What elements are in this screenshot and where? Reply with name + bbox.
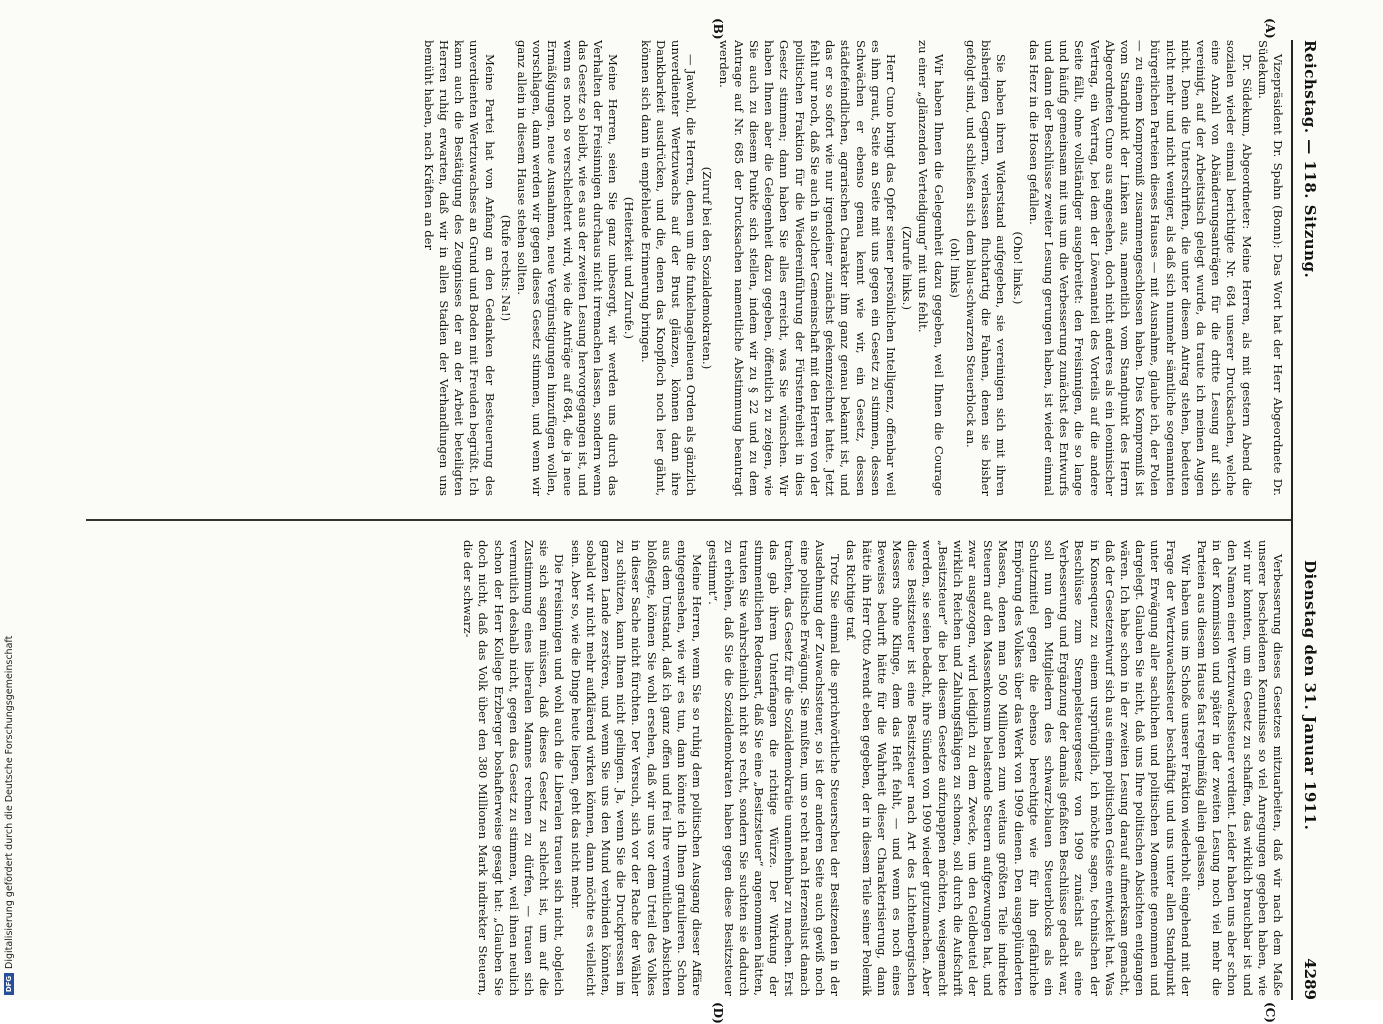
footer-text: Digitalisierung gefördert durch die Deutsche Forschungsgemeinschaft	[3, 635, 15, 969]
paragraph: Vizepräsident Dr. Spahn (Bonn): Das Wort hat der Herr Abgeordnete Dr. Südekum.	[1255, 40, 1285, 496]
paragraph: Wir haben Ihnen die Gelegenheit dazu gegeben, weil Ihnen die Courage zu einer „glänzenden Verteidigung“ mit uns fehlt.	[916, 40, 946, 496]
interjection: (oh! links)	[947, 238, 962, 298]
paragraph: Meine Herren, seien Sie ganz unbesorgt, wir werden uns durch das Verhalten der Freisinnigen durchaus nicht irremachen lassen, sondern wenn das Gesetz so bleibt, wie es aus der zweiten Lesung hervorgegangen ist, und wenn es noch so verschlechtert wird, wie die Anträge auf 684, die ja neue Ermäßigungen, neue Ausnahmen, neue Vergünstigungen hinzufügen wollen, vorschlagen, dann werden wir gegen dieses Gesetz stimmen, und wenn wir ganz allein in diesem Hause stehen sollten.	[515, 40, 621, 496]
interjection: (Heiterkeit und Zurufe.)	[622, 196, 637, 340]
paragraph: Verbesserung dieses Gesetzes mitzuarbeiten, daß wir nach dem Maße unserer bescheidenen Kenntnisse so viel Anregungen gegeben haben, wie wir nur konnten, um ein Gesetz zu schaffen, das wirklich brauchbar ist und den Namen einer Wertzuwachssteuer verdient. Leider haben uns aber schon in der Kommission und später in der zweiten Lesung noch viel mehr die Parteien aus diesem Hause fast regelmäßig allein gelassen.	[1194, 540, 1285, 996]
paragraph: Herr Cuno bringt das Opfer seiner persönlichen Intelligenz, offenbar weil es ihm graut, Seite an Seite mit uns gegen ein Gesetz zu stimmen, dessen Schwächen er ebenso genau kennt wie wir, ein Gesetz, dessen städtefeindlichen, agrarischen Charakter ihm ganz genau bekannt ist, und das er so sofort wie nur irgendeiner zunächst gekennzeichnet hatte. Jetzt fehlt nur noch, daß Sie auch in solcher Gemeinschaft mit den Herren von der politischen Fraktion für die Wiedereinführung der Fürstenfreiheit in dies Gesetz stimmen; dann haben Sie alles erreicht, was Sie wünschen. Wir haben Ihnen aber die Gelegenheit dazu gegeben, öffentlich zu zeigen, wie Sie auch zu diesem Punkte sich stellen, indem wir zu § 22 und zu dem Antrage auf Nr. 685 der Drucksachen namentliche Abstimmung beantragt werden.	[716, 40, 898, 496]
left-column	[90, 40, 1285, 496]
interjection: (Oho! links.)	[1010, 231, 1025, 305]
right-column	[90, 540, 1285, 996]
interjection: (Zurufe links.)	[900, 226, 915, 310]
paragraph: Wir haben uns im Schoße unserer Fraktion wiederholt eingehend mit der Frage der Wertzuwachssteuer beschäftigt und uns unter allen Standpunkt unter Erwägung aller sachlichen und politischen Momente genommen und dargelegt. Glauben Sie nicht, daß uns Ihre politischen Absichten entgangen wären. Ich habe schon in der zweiten Lesung darauf aufmerksam gemacht, daß der Gesetzentwurf sich aus einem politischen Geiste entwickelt hat. Was in Konsequenz zu einem ursprünglich, ich möchte sagen, technischen der Beschlüsse zum Stempelsteuergesetz von 1909 zunächst als eine Verbesserung und Ergänzung der damals gefaßten Beschlüsse gedacht war, soll nun den Mitgliedern des schwarz-blauen Steuerblocks als ein Schutzmittel gegen die ebenso berechtigte wie für ihn gefährliche Empörung des Volkes über das Werk von 1909 dienen. Den ausgeplünderten Massen, denen man 500 Millionen zum weitaus größten Teile indirekte Steuern auf den Massenkonsum belastende Steuern aufgezwungen hat, und zwar ausgezogen, wird lediglich zu dem Zwecke, um den Geldbeutel der wirklich Reichen und Zahlungsfähigen zu schonen, soll durch die Aufschrift „Besitzsteuer“ die bei diesem Gesetze aufzupappen möchten, weisgemacht werden, sie seien bedacht, ihre Sünden von 1909 wieder gutzumachen. Aber diese Besitzsteuer ist eine Besitzsteuer nach Art des Lichtenbergischen Messers ohne Klinge, dem das Heft fehlt, — und wenn es noch eines Beweises bedurft hätte für die Wahrheit dieser Charakterisierung, dann hätte ihn Herr Otto Arendt eben gegeben, der in diesem Teile seiner Polemik das Richtige traf.	[844, 540, 1193, 996]
interjection: (Rufe rechts: Na!)	[498, 214, 513, 322]
digitization-footer	[3, 0, 15, 995]
margin-marker-b: (B)	[711, 18, 725, 40]
page-number: 4289	[1301, 958, 1319, 1000]
dfg-logo: DFG	[4, 973, 14, 995]
header-date: Dienstag den 31. Januar 1911.	[1301, 560, 1319, 831]
paragraph: Meine Partei hat von Anfang an den Gedanken der Besteuerung des unverdienten Wertzuwachses an Grund und Boden mit Freuden begrüßt. Ich kann auch die Bestätigung des Zeugnisses der an der Arbeit beteiligten Herren ruhig erwarten, daß wir in allen Stadien der Verhandlungen uns bemüht haben, nach Kräften an der	[421, 40, 497, 496]
paragraph: Sie haben ihren Widerstand aufgegeben, sie vereinigen sich mit ihren bisherigen Gegnern, verlassen fluchtartig die Fahnen, denen sie bisher gefolgt sind, und schließen sich dem blau-schwarzen Steuerblock an.	[963, 40, 1009, 496]
paragraph: — Jawohl, die Herren, denen um die funkelnagelneuen Orden als gänzlich unverdienter Wertzuwachs auf der Brust glänzen, können dann ihre Dankbarkeit ausdrücken, und die, denen das Knopfloch noch leer gähnt, können sich dann in empfehlende Erinnerung bringen.	[638, 40, 699, 496]
column-rule	[86, 519, 1291, 521]
interjection: (Zuruf bei den Sozialdemokraten.)	[700, 166, 715, 370]
paragraph: Die Freisinnigen und wohl auch die Liberalen trauen sich nicht, obgleich sie sich sagen müssen, daß dieses Gesetz zu schlecht ist, um auf die Zustimmung eines liberalen Mannes rechnen zu dürfen, — trauen sich vermutlich deshalb nicht, gegen das Gesetz zu stimmen, weil ihnen neulich schon der Herr Kollege Erzberger boshafterweise gesagt hat: „Glauben Sie doch nicht, daß das Volk über den 380 Millionen Mark indirekter Steuern, die der schwarz-	[461, 540, 567, 996]
margin-marker-a: (A)	[1263, 18, 1277, 39]
paragraph: Dr. Südekum, Abgeordneter: Meine Herren, als mit gestern Abend die sozialen wieder einmal berichtigte Nr. 684 unserer Drucksachen, welche eine Anzahl von Abänderungsanträgen für die dritte Lesung auf sich vereinigt, auf der Arbeitstisch gelegt wurde, da traute ich meinen Augen nicht. Denn die Unterschriften, die unter diesem Antrag stehen, bedeuten nicht mehr und nicht weniger, als daß sich nunmehr sämtliche sogenannten bürgerlichen Parteien dieses Hauses — mit Ausnahme, glaube ich, der Polen — zu einem Kompromiß zusammengeschlossen haben. Dies Kompromiß ist vom Standpunkt der Linken aus, namentlich vom Standpunkt des Herrn Abgeordneten Cuno aus angesehen, doch nicht anderes als ein leoninischer Vertrag, ein Vertrag, bei dem der Löwenanteil des Vorteils auf die andere Seite fällt, ohne vollständiger ausgebreitet: den Freisinnigen, die so lange und häufig gemeinsam mit uns um die Verbesserung zunächst des Entwurfs und dann der Beschlüsse zweiter Lesung gerungen haben, ist wieder einmal das Herz in die Hosen gefallen.	[1026, 40, 1254, 496]
margin-marker-d: (D)	[711, 1002, 725, 1024]
margin-marker-c: (C)	[1263, 1002, 1277, 1023]
page-content-rotated	[80, 18, 1325, 1024]
paragraph: Meine Herren, wenn Sie so ruhig dem politischen Ausgang dieser Affäre entgegensehen, wie wir es tun, dann könnte ich Ihnen gratulieren. Schon aus dem Umstand, daß ich ganz offen und frei Ihre vermutlichen Absichten bloßlegte, können Sie wohl ersehen, daß wir uns vor dem Urteil des Volkes in dieser Sache nicht fürchten. Der Versuch, sich vor der Rache der Wähler zu schützen, kann Ihnen nicht gelingen. Ja, wenn Sie die Druckpressen im ganzen Lande zerstören, und wenn Sie uns den Mund verbinden könnten, sobald wir nicht mehr aufklärend wirken können, dann möchte es vielleicht sein. Aber so, wie die Dinge heute liegen, geht das nicht mehr.	[568, 540, 705, 996]
header-left: Reichstag. — 118. Sitzung.	[1301, 40, 1319, 279]
running-header	[1295, 40, 1325, 1000]
header-rule	[1291, 40, 1293, 1000]
paragraph: Trotz Sie einmal die sprichwörtliche Steuerscheu der Besitzenden in der Ausdehnung der Zuwachssteuer, so ist der anderen Seite auch gewiß noch eine politische Erwägung. Sie mußten, um so recht nach Herzenslust danach trachten, das Gesetz für die Sozialdemokratie unannehmbar zu machen. Erst das gab ihrem Unterfangen die richtige Würze. Der Wirkung der stimmentlichen Redensart, daß Sie eine „Besitzsteuer“ angenommen hätten, trauten Sie wahrscheinlich nicht so recht, sondern Sie suchten sie dadurch zu erhöhen, daß Sie die Sozialdemokraten haben gegen diese Besitzsteuer gestimmt“.	[706, 540, 843, 996]
